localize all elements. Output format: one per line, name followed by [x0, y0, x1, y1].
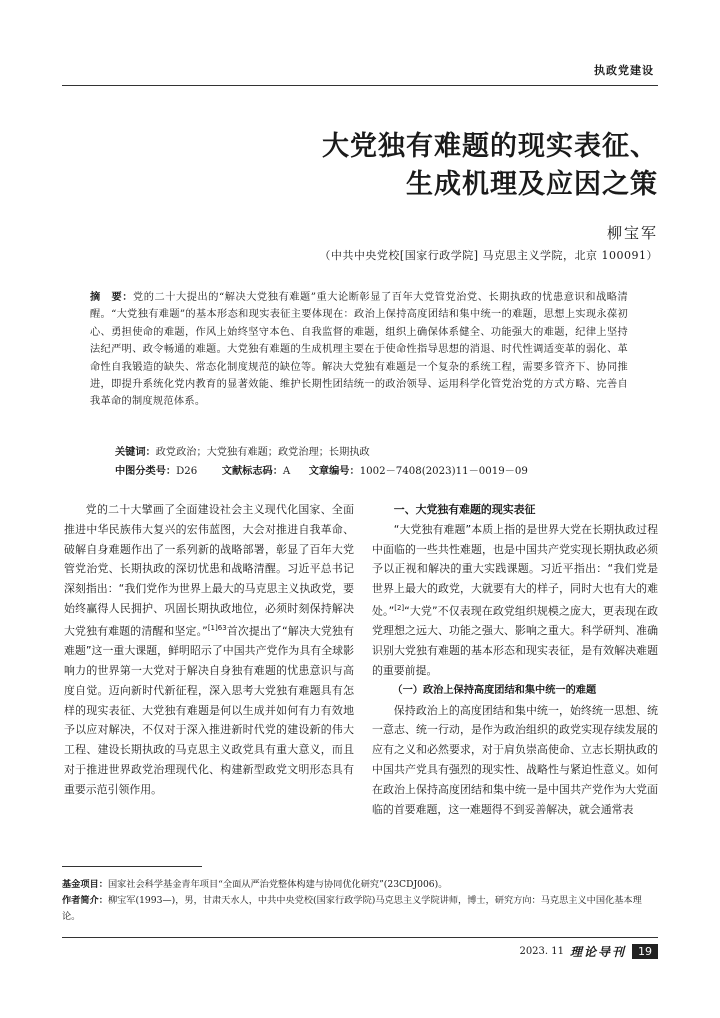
- keywords-line: [115, 443, 370, 458]
- intro-paragraph: 党的二十大擘画了全面建设社会主义现代化国家、全面推进中华民族伟大复兴的宏伟蓝图，大会对推进自我革命、破解自身难题作出了一系列新的战略部署，彰显了百年大党管党治党、长期执政的深切忧患和战略清醒。习近平总书记深刻指出：“我们党作为世界上最大的马克思主义执政党，要始终赢得人民拥护、巩固长期执政地位，必须时刻保持解决大党独有难题的清醒和坚定。”$^{[1]63}$首次提出了“解决大党独有难题”这一重大课题，鲜明昭示了中国共产党作为具有全球影响力的世界第一大党对于解决自身独有难题的忧患意识与高度自觉。迈向新时代新征程，深入思考大党独有难题具有怎样的现实表征、大党独有难题是何以生成并如何有力有效地予以应对解决，不仅对于深入推进新时代党的建设新的伟大工程、建设长期执政的马克思主义政党具有重大意义，而且对于推进世界政党治理现代化、构建新型政党文明形态具有重要示范引领作用。: [64, 503, 354, 796]
- subsection-paragraph: 保持政治上的高度团结和集中统一，始终统一思想、统一意志、统一行动，是作为政治组织的政党实现存续发展的应有之义和必然要求，对于肩负崇高使命、立志长期执政的中国共产党具有强烈的现实性、战略性与紧迫性意义。如何在政治上保持高度团结和集中统一是中国共产党作为大党面临的首要难题，这一难题得不到妥善解决，就会通常表: [372, 703, 658, 816]
- footer-rule: [62, 937, 658, 938]
- keywords-label: 关键词：: [115, 447, 156, 458]
- title-line-2: 生成机理及应因之策: [406, 169, 658, 200]
- keywords-value: 政党政治；大党独有难题；政党治理；长期执政: [155, 447, 370, 458]
- page-footer: [519, 943, 658, 960]
- fund-note: 基金项目：国家社会科学基金青年项目“全面从严治党整体构建与协同优化研究”(23CDJ006)。: [62, 879, 448, 890]
- page-number: 19: [632, 944, 658, 959]
- running-head: 执政党建设: [594, 64, 654, 77]
- article-title: [62, 128, 658, 204]
- citation-ref: [2]: [394, 603, 405, 612]
- footnote-rule: [62, 866, 202, 867]
- abstract: [90, 289, 628, 411]
- citation-ref: [1]63: [207, 623, 227, 632]
- body-right-column: [372, 500, 658, 819]
- subsection-heading: （一）政治上保持高度团结和集中统一的难题: [392, 683, 597, 696]
- doc-code-label: 文献标志码：: [221, 466, 283, 477]
- clc-label: 中图分类号：: [115, 466, 177, 477]
- journal-name: 理论导刊: [569, 945, 626, 959]
- footnotes: [62, 877, 658, 925]
- author-affiliation: （中共中央党校[国家行政学院] 马克思主义学院，北京 100091）: [319, 249, 658, 262]
- abstract-label: 摘 要：: [90, 292, 133, 303]
- doc-code-value: A: [282, 466, 291, 477]
- title-line-1: 大党独有难题的现实表征、: [322, 131, 658, 162]
- clc-value: D26: [176, 466, 198, 477]
- abstract-text: 党的二十大提出的“解决大党独有难题”重大论断彰显了百年大党管党治党、长期执政的忧患意识和战略清醒。“大党独有难题”的基本形态和现实表征主要体现在：政治上保持高度团结和集中统一的难题，思想上实现永葆初心、勇担使命的难题，作风上始终坚守本色、自我监督的难题，组织上确保体系健全、功能强大的难题，纪律上坚持法纪严明、政令畅通的难题。大党独有难题的生成机理主要在于使命性指导思想的消退、时代性调适变革的弱化、革命性自我锻造的缺失、常态化制度规范的缺位等。解决大党独有难题是一个复杂的系统工程，需要多管齐下、协同推进，即提升系统化党内教育的显著效能、维护长期性团结统一的政治领导、运用科学化管党治党的方式方略、完善自我革命的制度规范体系。: [90, 292, 628, 408]
- body-left-column: [64, 500, 354, 800]
- author-bio-note: 作者简介：柳宝军(1993—)，男，甘肃天水人，中共中央党校(国家行政学院)马克思主义学院讲师，博士，研究方向：马克思主义中国化基本理论。: [62, 895, 642, 922]
- section-paragraph: “大党独有难题”本质上指的是世界大党在长期执政过程中面临的一些共性难题，也是中国共产党实现长期执政必须予以正视和解决的重大实践课题。习近平指出：“我们党是世界上最大的政党，大就要有大的样子，同时大也有大的难处。”[2]“大党”不仅表现在政党组织规模之庞大，更表现在政党理想之远大、功能之强大、影响之重大。科学研判、准确识别大党独有难题的基本形态和现实表征，是有效解决难题的重要前提。: [372, 522, 658, 677]
- author-name: 柳宝军: [606, 224, 658, 242]
- issue-date: 2023. 11: [519, 946, 564, 957]
- section-heading: 一、大党独有难题的现实表征: [393, 503, 536, 516]
- header-rule: [62, 85, 658, 86]
- article-no-value: 1002－7408(2023)11－0019－09: [359, 466, 528, 477]
- article-no-label: 文章编号：: [308, 466, 360, 477]
- classification-line: [115, 462, 528, 477]
